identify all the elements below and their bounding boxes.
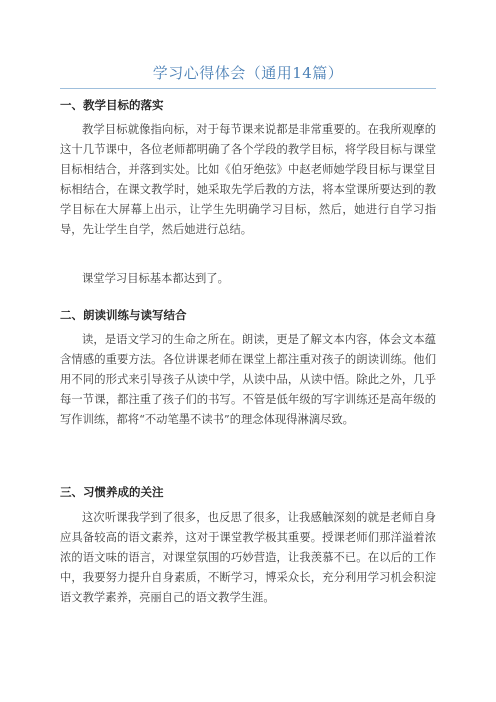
title-divider (60, 88, 436, 89)
section-2-paragraph-1: 读，是语文学习的生命之所在。朗读，更是了解文本内容，体会文本蕴含情感的重要方法。各位讲课老师在课堂上都注重对孩子的朗读训练。他们用不同的形式来引导孩子从读中学，从读中品，从读中悟。除此之外，几乎每一节课，都注重了孩子们的书写。不管是低年级的写字训练还是高年级的写作训练，都将“不动笔墨不读书”的理念体现得淋漓尽致。 (60, 333, 436, 426)
section-heading-3: 三、习惯养成的关注 (60, 485, 164, 499)
section-1-paragraph-1: 教学目标就像指向标，对于每节课来说都是非常重要的。在我所观摩的这十几节课中，各位老师都明确了各个学段的教学目标，将学段目标与课堂目标相结合，并落到实处。比如《伯牙绝弦》中赵老师她学段目标与课堂目标相结合，在课文教学时，她采取先学后教的方法，将本堂课所要达到的教学目标在大屏幕上出示，让学生先明确学习目标，然后，她进行自学习指导，先让学生自学，然后她进行总结。 (60, 123, 436, 236)
section-heading-2: 二、朗读训练与读写结合 (60, 308, 187, 322)
section-1-paragraph-2: 课堂学习目标基本都达到了。 (82, 272, 229, 285)
section-heading-1: 一、教学目标的落实 (60, 98, 164, 112)
document-title: 学习心得体会（通用14篇） (152, 64, 344, 82)
section-3-paragraph-1: 这次听课我学到了很多，也反思了很多，让我感触深刻的就是老师自身应具备较高的语文素养，这对于课堂教学极其重要。授课老师们那洋溢着浓浓的语文味的语言，对课堂氛围的巧妙营造，让我羡慕不已。在以后的工作中，我要努力提升自身素质，不断学习，博采众长，充分利用学习机会积淀语文教学素养，亮丽自己的语文教学生涯。 (60, 511, 436, 604)
